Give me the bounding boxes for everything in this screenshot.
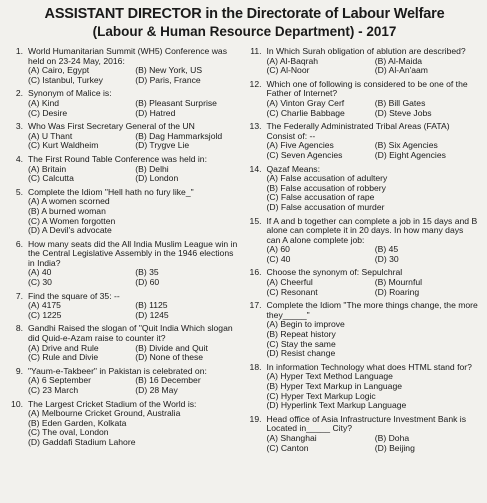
answer-option: (A) Britain xyxy=(28,164,67,174)
question-body xyxy=(267,415,480,453)
question-text: How many seats did the All India Muslim League win in the Central Legislative Assembly in the 1946 elections in India? xyxy=(28,238,238,268)
answer-option: (D) Trygve Lie xyxy=(135,141,190,151)
question-columns xyxy=(10,47,479,457)
question-item xyxy=(10,240,239,288)
answer-option: (C) The oval, London xyxy=(28,428,109,438)
answer-option: (A) Kind xyxy=(28,98,60,108)
answer-option: (A) Cheerful xyxy=(266,278,313,288)
question-number: 15. xyxy=(249,215,262,226)
question-number: 3. xyxy=(15,121,23,132)
question-item xyxy=(249,363,480,411)
answer-option: (A) Melbourne Cricket Ground, Australia xyxy=(28,409,181,419)
answer-option: (B) 1125 xyxy=(135,301,168,311)
question-text: In information Technology what does HTML stand for? xyxy=(266,361,472,372)
answer-option: (D) None of these xyxy=(135,353,204,363)
answer-option: (D) Beijing xyxy=(374,443,415,453)
left-column xyxy=(10,47,245,457)
answer-option: (A) Drive and Rule xyxy=(28,343,99,353)
answer-options xyxy=(267,245,480,264)
question-number: 13. xyxy=(249,121,262,132)
answer-option: (B) Divide and Quit xyxy=(135,343,208,353)
answer-option: (D) 30 xyxy=(374,254,399,264)
question-body xyxy=(28,47,239,85)
answer-option: (C) Al-Noor xyxy=(266,66,310,76)
answer-options xyxy=(28,99,239,118)
question-number: 7. xyxy=(15,290,23,301)
answer-options xyxy=(267,99,480,118)
answer-options xyxy=(28,409,239,447)
answer-option: (C) Seven Agencies xyxy=(266,150,343,160)
question-item xyxy=(10,47,239,85)
answer-option: (C) False accusation of rape xyxy=(266,193,375,203)
answer-option: (D) Roaring xyxy=(374,287,420,297)
question-text: Complete the Idiom "Hell hath no fury like_" xyxy=(28,186,194,197)
answer-option: (C) 30 xyxy=(28,278,52,288)
answer-option: (B) Mournful xyxy=(374,278,423,288)
question-body xyxy=(28,155,239,184)
question-text: Gandhi Raised the slogan of "Quit India Which slogan did Quid-e-Azam raise to counter it? xyxy=(28,323,233,344)
question-body xyxy=(267,301,480,359)
question-text: Which one of following is considered to be one of the Father of Internet? xyxy=(266,78,468,99)
answer-options xyxy=(267,141,480,160)
answer-options xyxy=(28,132,239,151)
question-body xyxy=(28,240,239,288)
right-column xyxy=(245,47,480,457)
question-body xyxy=(28,122,239,151)
question-item xyxy=(249,165,480,213)
question-item xyxy=(249,122,480,160)
question-body xyxy=(28,367,239,396)
answer-option: (A) 60 xyxy=(266,245,290,255)
answer-option: (D) Hatred xyxy=(135,108,176,118)
answer-options xyxy=(267,320,480,358)
question-body xyxy=(28,400,239,448)
question-body xyxy=(267,268,480,297)
answer-option: (B) Al-Maida xyxy=(374,56,423,66)
answer-option: (D) 60 xyxy=(135,278,160,288)
answer-options xyxy=(28,197,239,235)
page-subtitle: (Labour & Human Resource Department) - 2017 xyxy=(92,24,397,39)
answer-options xyxy=(267,372,480,410)
question-item xyxy=(10,324,239,362)
question-body xyxy=(267,80,480,118)
answer-option: (C) Kurt Waldheim xyxy=(28,141,99,151)
answer-option: (D) Eight Agencies xyxy=(374,150,446,160)
answer-option: (A) 40 xyxy=(28,268,52,278)
answer-option: (B) Repeat history xyxy=(266,330,336,340)
question-text: Synonym of Malice is: xyxy=(28,88,112,99)
answer-option: (C) Calcutta xyxy=(28,174,74,184)
question-text: The First Round Table Conference was held in: xyxy=(28,153,207,164)
answer-option: (C) Canton xyxy=(266,443,309,453)
question-item xyxy=(10,367,239,396)
question-item xyxy=(249,47,480,76)
question-body xyxy=(267,363,480,411)
question-number: 17. xyxy=(249,300,262,311)
question-number: 4. xyxy=(15,153,23,164)
question-body xyxy=(267,47,480,76)
answer-options xyxy=(28,165,239,184)
answer-option: (D) Steve Jobs xyxy=(374,108,432,118)
answer-option: (B) Eden Garden, Kolkata xyxy=(28,418,127,428)
question-text: Find the square of 35: -- xyxy=(28,290,120,301)
answer-option: (B) Doha xyxy=(374,433,410,443)
question-body xyxy=(28,292,239,321)
question-item xyxy=(10,400,239,448)
question-item xyxy=(10,155,239,184)
answer-options xyxy=(28,376,239,395)
answer-option: (D) Hyperlink Text Markup Language xyxy=(266,401,407,411)
answer-options xyxy=(28,66,239,85)
answer-option: (A) A women scorned xyxy=(28,197,110,207)
answer-options xyxy=(267,174,480,212)
answer-option: (C) Charlie Babbage xyxy=(266,108,345,118)
question-item xyxy=(249,301,480,359)
answer-option: (B) Six Agencies xyxy=(374,141,438,151)
question-item xyxy=(249,268,480,297)
answer-option: (C) Istanbul, Turkey xyxy=(28,75,103,85)
answer-option: (C) Desire xyxy=(28,108,68,118)
answer-option: (D) A Devil's advocate xyxy=(28,226,112,236)
question-item xyxy=(10,122,239,151)
question-text: In Which Surah obligation of ablution are described? xyxy=(266,46,466,56)
question-item xyxy=(10,89,239,118)
answer-options xyxy=(267,434,480,453)
answer-option: (D) Paris, France xyxy=(135,75,201,85)
question-body xyxy=(28,188,239,236)
answer-option: (D) Al-An'aam xyxy=(374,66,428,76)
answer-option: (C) 1225 xyxy=(28,310,62,320)
answer-option: (A) Shanghai xyxy=(266,433,317,443)
question-text: "Yaum-e-Takbeer" in Pakistan is celebrated on: xyxy=(28,365,207,376)
question-number: 1. xyxy=(15,46,23,56)
question-number: 16. xyxy=(249,267,262,278)
answer-option: (A) Five Agencies xyxy=(266,141,334,151)
answer-option: (B) 45 xyxy=(374,245,399,255)
answer-option: (D) Gaddafi Stadium Lahore xyxy=(28,437,136,447)
question-text: Qazaf Means: xyxy=(266,163,320,174)
question-number: 14. xyxy=(249,163,262,174)
answer-option: (B) Pleasant Surprise xyxy=(135,98,217,108)
answer-option: (A) 4175 xyxy=(28,301,61,311)
header xyxy=(10,6,479,40)
answer-option: (A) Hyper Text Method Language xyxy=(266,372,393,382)
answer-options xyxy=(28,301,239,320)
answer-option: (C) A Women forgotten xyxy=(28,216,116,226)
answer-option: (B) A burned woman xyxy=(28,206,106,216)
answer-option: (A) 6 September xyxy=(28,376,92,386)
question-item xyxy=(249,80,480,118)
question-text: Choose the synonym of: Sepulchral xyxy=(266,267,403,278)
question-text: World Humanitarian Summit (WH5) Conference was held on 23-24 May, 2016: xyxy=(28,46,227,66)
question-text: Head office of Asia Infrastructure Investment Bank is Located in_____ City? xyxy=(266,413,467,434)
question-item xyxy=(10,188,239,236)
answer-option: (D) False accusation of murder xyxy=(266,202,385,212)
answer-option: (B) New York, US xyxy=(135,66,203,76)
answer-option: (C) 40 xyxy=(266,254,291,264)
question-text: The Largest Cricket Stadium of the World is: xyxy=(28,398,197,409)
answer-option: (C) Rule and Divie xyxy=(28,353,99,363)
answer-option: (B) Hyper Text Markup in Language xyxy=(266,382,403,391)
question-number: 19. xyxy=(249,413,262,424)
answer-option: (A) Al-Baqrah xyxy=(266,56,319,66)
question-item xyxy=(249,217,480,265)
answer-option: (A) Vinton Gray Cerf xyxy=(266,98,345,108)
question-item xyxy=(249,415,480,453)
answer-option: (D) London xyxy=(135,174,179,184)
answer-option: (A) Begin to improve xyxy=(266,320,345,330)
answer-option: (B) Delhi xyxy=(135,164,169,174)
question-number: 11. xyxy=(250,46,262,56)
question-text: The Federally Administrated Tribal Areas (FATA) Consist of: -- xyxy=(266,121,450,141)
question-body xyxy=(267,122,480,160)
answer-option: (B) 35 xyxy=(135,268,159,278)
answer-option: (A) False accusation of adultery xyxy=(266,174,388,184)
page-title: ASSISTANT DIRECTOR in the Directorate of Labour Welfare xyxy=(44,6,445,22)
answer-options xyxy=(28,344,239,363)
answer-options xyxy=(267,57,480,76)
answer-option: (C) Resonant xyxy=(266,287,318,297)
answer-options xyxy=(28,268,239,287)
answer-option: (D) 1245 xyxy=(135,310,169,320)
question-body xyxy=(28,324,239,362)
question-text: Complete the Idiom "The more things change, the more they_____" xyxy=(266,300,478,320)
answer-option: (B) False accusation of robbery xyxy=(266,183,386,193)
answer-option: (D) 28 May xyxy=(135,386,178,395)
answer-option: (D) Resist change xyxy=(266,349,336,359)
question-number: 6. xyxy=(15,238,23,249)
answer-option: (C) Stay the same xyxy=(266,339,336,349)
answer-option: (B) Dag Hammarksjold xyxy=(135,131,223,141)
answer-option: (B) Bill Gates xyxy=(374,98,426,108)
question-body xyxy=(267,165,480,213)
question-text: If A and b together can complete a job in 15 days and B alone can complete it in 20 days. In how many days can A alone complete job: xyxy=(266,215,478,245)
question-item xyxy=(10,292,239,321)
question-text: Who Was First Secretary General of the UN xyxy=(28,121,195,132)
question-number: 12. xyxy=(249,78,262,89)
answer-option: (C) Hyper Text Markup Logic xyxy=(266,391,376,401)
question-number: 9. xyxy=(15,365,23,376)
question-number: 10. xyxy=(11,398,23,409)
question-number: 18. xyxy=(249,361,262,372)
question-number: 8. xyxy=(15,323,23,334)
answer-option: (A) Cairo, Egypt xyxy=(28,66,90,76)
question-body xyxy=(28,89,239,118)
question-number: 5. xyxy=(15,186,23,197)
question-body xyxy=(267,217,480,265)
answer-options xyxy=(267,278,480,297)
question-number: 2. xyxy=(15,88,23,99)
answer-option: (B) 16 December xyxy=(135,376,201,386)
answer-option: (C) 23 March xyxy=(28,386,79,395)
answer-option: (A) U Thant xyxy=(28,131,73,141)
